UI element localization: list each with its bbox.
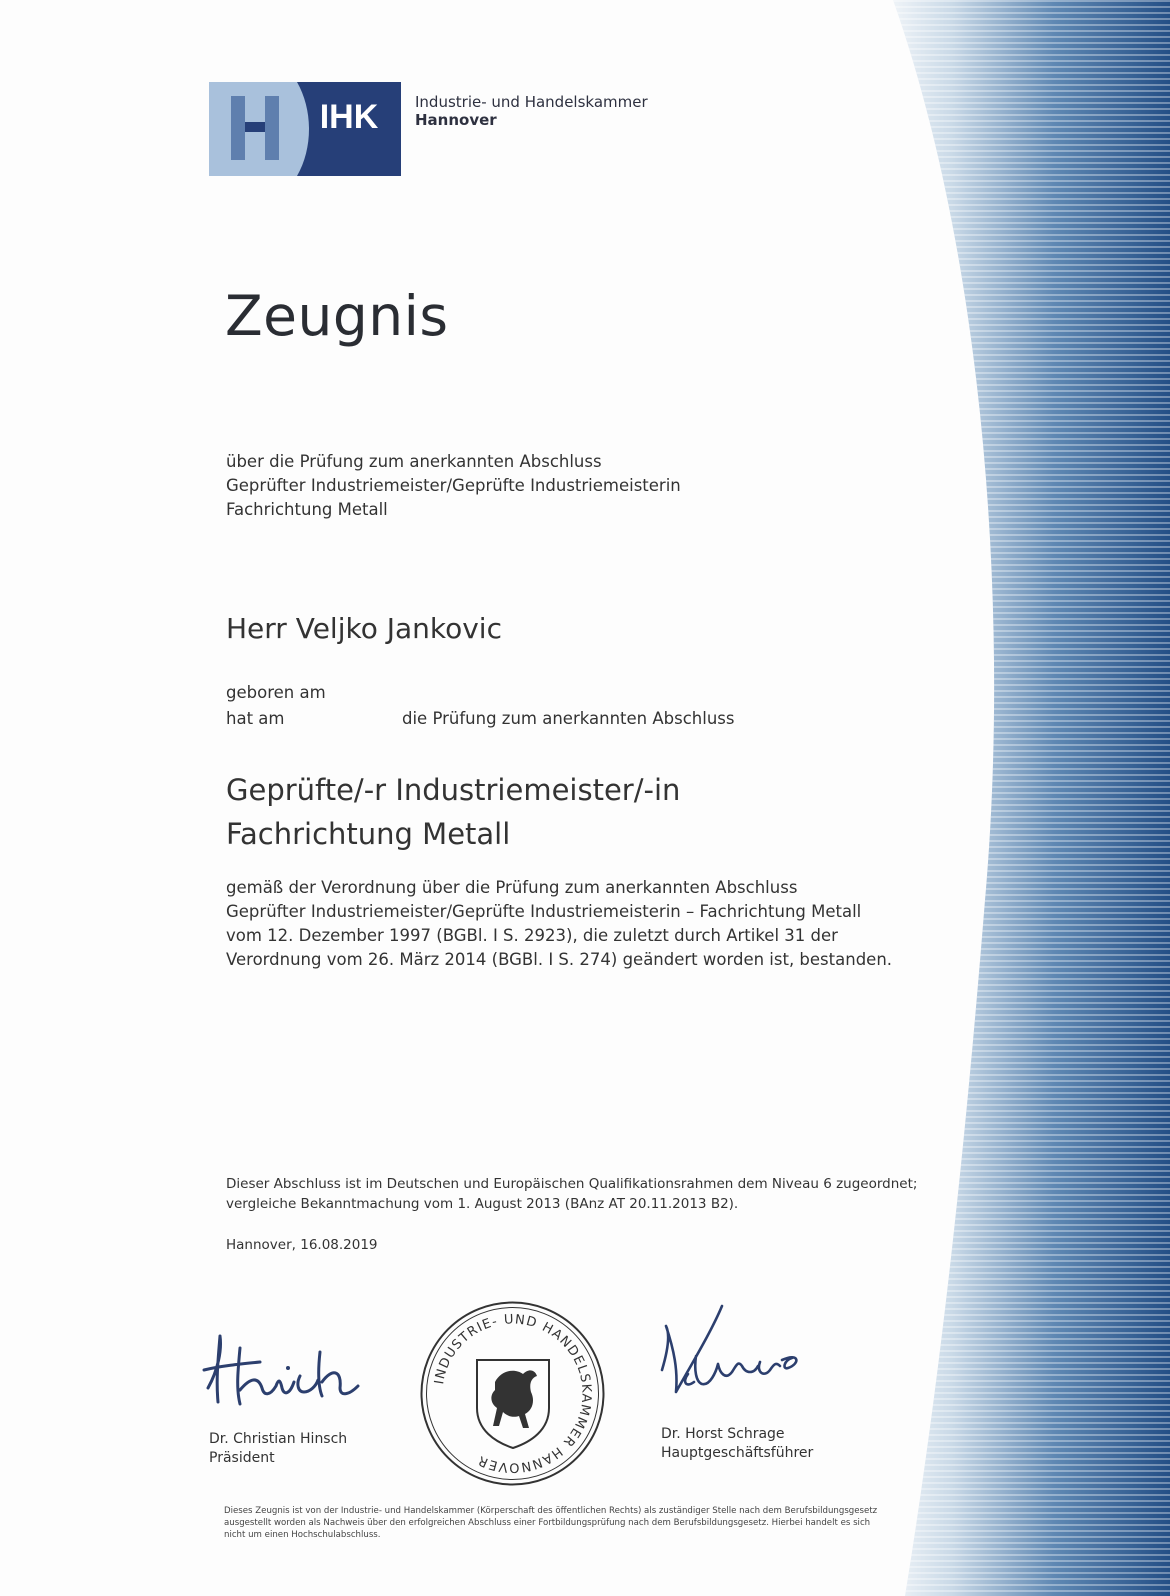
signer-right-name: Dr. Horst Schrage bbox=[661, 1426, 785, 1442]
signature-schrage bbox=[660, 1300, 810, 1410]
degree-line-1: Geprüfte/-r Industriemeister/-in bbox=[226, 773, 681, 807]
org-name-line1: Industrie- und Handelskammer bbox=[415, 93, 648, 111]
degree-title bbox=[226, 768, 680, 856]
org-name bbox=[415, 93, 648, 129]
logo-abbr: IHK bbox=[319, 98, 379, 136]
qualification-line-2: vergleiche Bekanntmachung vom 1. August 2013 (BAnz AT 20.11.2013 B2). bbox=[226, 1196, 739, 1212]
org-name-line2: Hannover bbox=[415, 111, 497, 129]
intro-line-2: Geprüfter Industriemeister/Geprüfte Industriemeisterin bbox=[226, 476, 681, 495]
intro-line-3: Fachrichtung Metall bbox=[226, 500, 388, 519]
signer-right bbox=[661, 1425, 813, 1463]
official-seal bbox=[419, 1300, 606, 1487]
ihk-logo bbox=[209, 82, 401, 176]
footnote: Dieses Zeugnis ist von der Industrie- und Handelskammer (Körperschaft des öffentlichen Rechts) als zuständiger Stelle nach dem Berufsbildungsgesetz ausgestellt worden als Nachweis über den erfolgreichen Abschluss einer Fortbildungsprüfung nach dem Berufsbildungsgesetz. Hierbei handelt es sich nicht um einen Hochschulabschluss. bbox=[224, 1506, 878, 1540]
seal-ring-text: INDUSTRIE- UND HANDELSKAMMER HANNOVER bbox=[432, 1312, 594, 1475]
exam-label: hat am bbox=[226, 709, 285, 728]
signer-left-name: Dr. Christian Hinsch bbox=[209, 1431, 348, 1447]
signature-hinsch bbox=[200, 1330, 390, 1410]
legal-line-3: vom 12. Dezember 1997 (BGBl. I S. 2923), die zuletzt durch Artikel 31 der bbox=[226, 926, 838, 945]
signer-left-role: Präsident bbox=[209, 1450, 275, 1466]
legal-line-2: Geprüfter Industriemeister/Geprüfte Industriemeisterin – Fachrichtung Metall bbox=[226, 902, 862, 921]
page-title: Zeugnis bbox=[225, 284, 449, 348]
place-date: Hannover, 16.08.2019 bbox=[226, 1237, 378, 1253]
signer-left bbox=[209, 1430, 347, 1468]
qualification-note bbox=[226, 1174, 917, 1214]
signer-right-role: Hauptgeschäftsführer bbox=[661, 1445, 814, 1461]
qualification-line-1: Dieser Abschluss ist im Deutschen und Europäischen Qualifikationsrahmen dem Niveau 6 zugeordnet; bbox=[226, 1176, 918, 1192]
degree-line-2: Fachrichtung Metall bbox=[226, 817, 511, 851]
legal-line-4: Verordnung vom 26. März 2014 (BGBl. I S. 274) geändert worden ist, bestanden. bbox=[226, 950, 893, 969]
intro-line-1: über die Prüfung zum anerkannten Abschluss bbox=[226, 452, 602, 471]
born-label: geboren am bbox=[226, 683, 326, 702]
intro-text bbox=[226, 450, 681, 522]
legal-basis bbox=[226, 876, 892, 972]
recipient-name: Herr Veljko Jankovic bbox=[226, 612, 502, 645]
exam-phrase: die Prüfung zum anerkannten Abschluss bbox=[402, 709, 735, 728]
legal-line-1: gemäß der Verordnung über die Prüfung zum anerkannten Abschluss bbox=[226, 878, 798, 897]
